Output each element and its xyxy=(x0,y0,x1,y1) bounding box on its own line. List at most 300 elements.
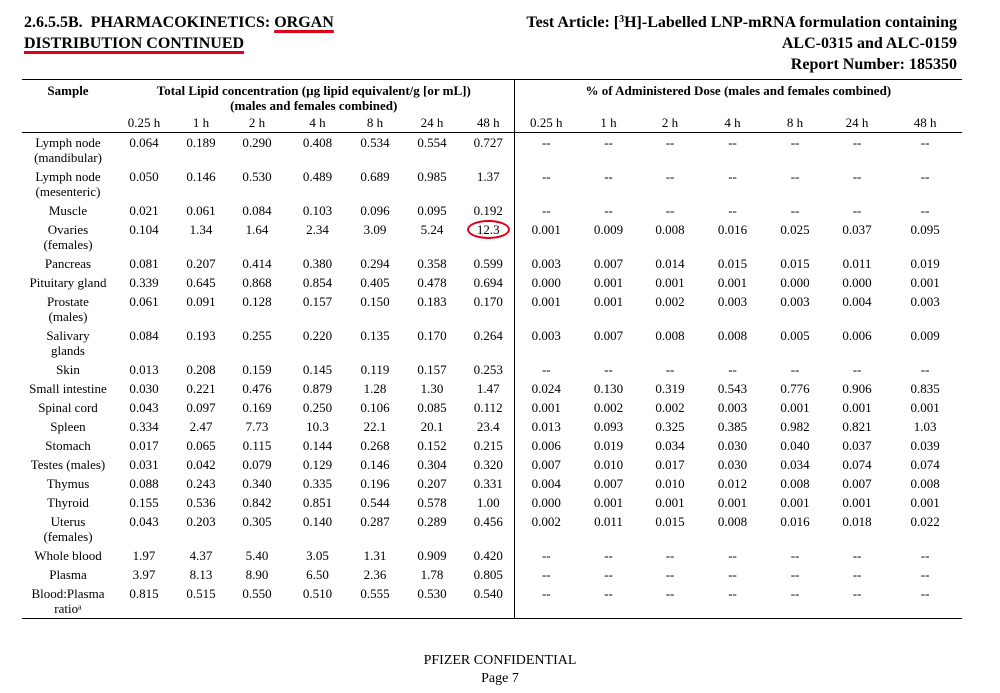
lipid-concentration-cell: 0.097 xyxy=(186,400,216,415)
dose-percent-cell: -- xyxy=(920,203,930,218)
dose-percent-cell: 0.095 xyxy=(910,222,940,237)
dose-percent-cell: -- xyxy=(790,548,800,563)
lipid-concentration-cell: 4.37 xyxy=(189,548,213,563)
lipid-concentration-cell: 0.290 xyxy=(242,135,272,150)
table-row xyxy=(22,273,962,292)
lipid-group-header: Total Lipid concentration (µg lipid equivalent/g [or mL]) (males and females combined) xyxy=(114,80,514,114)
dose-percent-cell: -- xyxy=(852,135,862,150)
lipid-concentration-cell: 0.340 xyxy=(242,476,272,491)
dose-percent-cell: -- xyxy=(514,584,578,619)
lipid-concentration-cell: 3.05 xyxy=(306,548,329,563)
dose-percent-cell: -- xyxy=(728,203,737,218)
dose-percent-cell: 0.001 xyxy=(514,292,578,326)
dose-percent-cell: 0.030 xyxy=(717,457,748,472)
dose-percent-cell: 0.000 xyxy=(514,273,578,292)
dose-percent-cell: 0.982 xyxy=(780,419,810,434)
section-heading xyxy=(24,12,444,54)
lipid-concentration-cell: 8.90 xyxy=(245,567,269,582)
dose-percent-cell: 0.906 xyxy=(842,381,872,396)
lipid-concentration-cell: 0.145 xyxy=(302,362,333,377)
table-row xyxy=(22,436,962,455)
section-title-underlined: ORGAN xyxy=(274,14,334,31)
lipid-concentration-cell: 0.220 xyxy=(302,328,333,343)
lipid-concentration-cell: 0.103 xyxy=(302,203,333,218)
sample-name: Blood:Plasma ratioᵃ xyxy=(22,584,114,619)
sample-name: Lymph node (mesenteric) xyxy=(35,169,101,199)
lipid-concentration-cell: 5.40 xyxy=(245,548,269,563)
table-row xyxy=(22,546,962,565)
lipid-concentration-cell: 3.09 xyxy=(363,222,387,237)
dose-percent-cell: 0.093 xyxy=(593,419,624,434)
dose-percent-cell: -- xyxy=(604,362,613,377)
dose-percent-cell: 0.011 xyxy=(594,514,623,529)
sample-name: Salivary glands xyxy=(46,328,90,358)
lipid-concentration-cell: 0.013 xyxy=(129,362,159,377)
sample-name: Small intestine xyxy=(29,381,107,396)
lipid-concentration-cell: 0.079 xyxy=(242,457,272,472)
lipid-concentration-cell: 0.478 xyxy=(417,275,447,290)
dose-percent-cell: -- xyxy=(790,203,800,218)
dose-percent-cell: 0.004 xyxy=(514,474,578,493)
lipid-concentration-cell: 0.081 xyxy=(129,256,159,271)
dose-percent-cell: 0.009 xyxy=(910,328,940,343)
dose-percent-cell: -- xyxy=(852,567,862,582)
dose-percent-cell: 0.001 xyxy=(842,495,872,510)
test-article-line2: ALC-0315 and ALC-0159 xyxy=(781,35,957,52)
table-row xyxy=(22,493,962,512)
dose-percent-cell: 0.001 xyxy=(593,495,624,510)
lipid-concentration-cell: 2.36 xyxy=(363,567,387,582)
lipid-concentration-cell: 0.196 xyxy=(360,476,390,491)
dose-percent-cell: 0.001 xyxy=(514,220,578,254)
lipid-concentration-cell: 0.476 xyxy=(242,381,272,396)
dose-percent-cell: 0.004 xyxy=(842,294,872,309)
confidential-label: PFIZER CONFIDENTIAL xyxy=(423,653,577,668)
lipid-time-header: 2 h xyxy=(228,113,286,133)
lipid-concentration-cell: 0.408 xyxy=(302,135,333,150)
lipid-concentration-cell: 0.909 xyxy=(417,548,447,563)
dose-percent-cell: 0.001 xyxy=(780,495,810,510)
dose-percent-cell: 0.003 xyxy=(780,294,810,309)
lipid-concentration-cell: 5.24 xyxy=(420,222,444,237)
dose-percent-cell: 0.001 xyxy=(842,400,872,415)
lipid-concentration-cell: 0.088 xyxy=(129,476,159,491)
dose-percent-cell: 0.008 xyxy=(655,222,685,237)
sample-name: Stomach xyxy=(45,438,91,453)
report-number: Report Number: 185350 xyxy=(790,56,957,73)
dose-time-header: 4 h xyxy=(701,113,764,133)
dose-percent-cell: 0.005 xyxy=(780,328,810,343)
lipid-concentration-cell: 0.043 xyxy=(129,514,159,529)
lipid-concentration-cell: 0.084 xyxy=(129,328,159,343)
dose-percent-cell: 0.074 xyxy=(910,457,940,472)
test-article-line1: Test Article: [$^3$H]-Labelled LNP-mRNA formulation containing xyxy=(526,14,957,31)
lipid-time-header: 1 h xyxy=(174,113,228,133)
dose-percent-cell: 0.019 xyxy=(593,438,624,453)
dose-percent-cell: 0.022 xyxy=(910,514,940,529)
lipid-concentration-cell: 0.530 xyxy=(401,584,463,619)
lipid-concentration-cell: 0.084 xyxy=(242,203,272,218)
dose-percent-cell: 0.034 xyxy=(780,457,810,472)
lipid-concentration-cell: 0.268 xyxy=(360,438,390,453)
lipid-concentration-cell: 0.339 xyxy=(129,275,159,290)
table-row xyxy=(22,379,962,398)
dose-percent-cell: -- xyxy=(701,584,764,619)
lipid-concentration-cell: 0.030 xyxy=(129,381,159,396)
lipid-concentration-cell: 0.530 xyxy=(242,169,272,184)
lipid-concentration-cell: 0.106 xyxy=(360,400,390,415)
lipid-concentration-cell: 0.334 xyxy=(129,419,159,434)
lipid-concentration-cell: 0.536 xyxy=(186,495,216,510)
dose-percent-cell: -- xyxy=(728,567,737,582)
lipid-concentration-cell: 0.021 xyxy=(129,203,159,218)
lipid-concentration-cell: 0.017 xyxy=(129,438,159,453)
dose-percent-cell: 0.002 xyxy=(593,400,624,415)
lipid-concentration-cell: 1.00 xyxy=(476,495,500,510)
lipid-concentration-cell: 0.842 xyxy=(242,495,272,510)
lipid-concentration-cell: 1.64 xyxy=(245,222,269,237)
lipid-concentration-cell: 0.152 xyxy=(417,438,447,453)
lipid-concentration-cell: 0.555 xyxy=(349,584,401,619)
test-article-heading xyxy=(437,12,957,75)
lipid-concentration-cell: 0.815 xyxy=(114,584,174,619)
lipid-concentration-cell: 0.727 xyxy=(473,135,503,150)
dose-time-header: 0.25 h xyxy=(514,113,578,133)
dose-percent-cell: 0.001 xyxy=(780,400,810,415)
table-row xyxy=(22,512,962,546)
dose-percent-cell: -- xyxy=(920,135,930,150)
dose-percent-cell: -- xyxy=(888,584,962,619)
table-row xyxy=(22,201,962,220)
dose-percent-cell: 0.016 xyxy=(780,514,810,529)
dose-percent-cell: -- xyxy=(578,584,639,619)
dose-percent-cell: 0.013 xyxy=(514,417,578,436)
dose-percent-cell: -- xyxy=(665,567,675,582)
dose-percent-cell: -- xyxy=(826,584,888,619)
lipid-concentration-cell: 0.169 xyxy=(242,400,272,415)
lipid-concentration-cell: 0.061 xyxy=(129,294,159,309)
lipid-concentration-cell: 1.30 xyxy=(420,381,444,396)
lipid-concentration-cell: 0.554 xyxy=(417,135,447,150)
dose-percent-cell: 0.000 xyxy=(780,275,810,290)
lipid-concentration-cell: 0.540 xyxy=(463,584,514,619)
dose-percent-cell: -- xyxy=(728,362,737,377)
lipid-concentration-cell: 0.146 xyxy=(186,169,216,184)
dose-percent-cell: -- xyxy=(514,167,578,201)
lipid-concentration-cell: 1.37 xyxy=(476,169,500,184)
dose-percent-cell: 0.000 xyxy=(514,493,578,512)
table-row xyxy=(22,584,962,619)
lipid-concentration-cell: 0.854 xyxy=(302,275,333,290)
dose-percent-cell: -- xyxy=(920,567,930,582)
lipid-concentration-cell: 0.550 xyxy=(228,584,286,619)
lipid-concentration-cell: 20.1 xyxy=(420,419,444,434)
lipid-concentration-cell: 0.805 xyxy=(473,567,503,582)
sample-name: Plasma xyxy=(49,567,87,582)
lipid-concentration-cell: 0.140 xyxy=(302,514,333,529)
lipid-concentration-cell: 0.189 xyxy=(186,135,216,150)
lipid-concentration-cell: 0.031 xyxy=(129,457,159,472)
dose-percent-cell: -- xyxy=(604,567,613,582)
lipid-concentration-cell: 0.250 xyxy=(302,400,333,415)
dose-percent-cell: 0.003 xyxy=(514,326,578,360)
lipid-concentration-cell: 0.170 xyxy=(473,294,503,309)
lipid-concentration-cell: 0.331 xyxy=(473,476,503,491)
dose-percent-cell: -- xyxy=(920,169,930,184)
lipid-concentration-cell xyxy=(463,220,514,254)
lipid-concentration-cell: 1.78 xyxy=(420,567,444,582)
dose-percent-cell: 0.003 xyxy=(717,400,748,415)
lipid-concentration-cell: 0.534 xyxy=(360,135,390,150)
dose-time-header: 1 h xyxy=(578,113,639,133)
lipid-concentration-cell: 0.255 xyxy=(242,328,272,343)
empty-header-cell xyxy=(22,113,114,133)
lipid-time-header: 4 h xyxy=(286,113,349,133)
table-row xyxy=(22,474,962,493)
dose-percent-cell: 0.017 xyxy=(655,457,685,472)
lipid-concentration-cell: 0.203 xyxy=(186,514,216,529)
lipid-concentration-cell: 0.096 xyxy=(360,203,390,218)
lipid-concentration-cell: 0.304 xyxy=(417,457,447,472)
dose-percent-cell: 0.006 xyxy=(842,328,872,343)
lipid-concentration-cell: 0.405 xyxy=(360,275,390,290)
dose-percent-cell: -- xyxy=(514,201,578,220)
lipid-concentration-cell: 0.115 xyxy=(242,438,272,453)
lipid-concentration-cell: 1.28 xyxy=(363,381,387,396)
dose-percent-cell: 1.03 xyxy=(913,419,937,434)
dose-percent-cell: -- xyxy=(790,135,800,150)
lipid-concentration-cell: 0.085 xyxy=(417,400,447,415)
lipid-concentration-cell: 0.335 xyxy=(302,476,333,491)
dose-percent-cell: 0.001 xyxy=(593,294,624,309)
dose-percent-cell: 0.019 xyxy=(910,256,940,271)
lipid-concentration-cell: 0.050 xyxy=(129,169,159,184)
lipid-concentration-cell: 0.135 xyxy=(360,328,390,343)
lipid-concentration-cell: 8.13 xyxy=(189,567,213,582)
dose-percent-cell: 0.015 xyxy=(717,256,748,271)
lipid-concentration-cell: 0.544 xyxy=(360,495,390,510)
lipid-concentration-cell: 0.489 xyxy=(302,169,333,184)
sample-name: Lymph node (mandibular) xyxy=(34,135,102,165)
lipid-concentration-cell: 1.34 xyxy=(189,222,213,237)
section-title-continued: DISTRIBUTION CONTINUED xyxy=(24,35,245,52)
lipid-concentration-cell: 2.47 xyxy=(189,419,213,434)
lipid-concentration-cell: 0.215 xyxy=(473,438,503,453)
dose-percent-cell: 0.012 xyxy=(717,476,748,491)
lipid-concentration-cell: 0.144 xyxy=(302,438,333,453)
lipid-concentration-cell: 0.064 xyxy=(129,135,159,150)
dose-percent-cell: -- xyxy=(728,169,737,184)
dose-percent-cell: -- xyxy=(604,135,613,150)
dose-percent-cell: 0.776 xyxy=(780,381,810,396)
dose-percent-cell: -- xyxy=(790,169,800,184)
lipid-concentration-cell: 0.208 xyxy=(186,362,216,377)
dose-percent-cell: 0.007 xyxy=(514,455,578,474)
table-row xyxy=(22,220,962,254)
lipid-concentration-cell: 0.689 xyxy=(360,169,390,184)
dose-percent-cell: -- xyxy=(920,362,930,377)
dose-percent-cell: 0.040 xyxy=(780,438,810,453)
dose-percent-cell: 0.319 xyxy=(655,381,685,396)
sample-name: Skin xyxy=(56,362,80,377)
sample-name: Testes (males) xyxy=(30,457,106,472)
sample-name: Muscle xyxy=(48,203,88,218)
lipid-concentration-cell: 0.061 xyxy=(186,203,216,218)
dose-percent-cell: -- xyxy=(852,362,862,377)
lipid-concentration-cell: 0.192 xyxy=(473,203,503,218)
dose-percent-cell: 0.001 xyxy=(910,400,940,415)
dose-percent-cell: 0.002 xyxy=(514,512,578,546)
table-row xyxy=(22,133,962,168)
lipid-concentration-cell: 10.3 xyxy=(306,419,329,434)
lipid-concentration-cell: 23.4 xyxy=(476,419,500,434)
lipid-concentration-cell: 0.253 xyxy=(473,362,503,377)
lipid-concentration-cell: 1.97 xyxy=(132,548,156,563)
dose-percent-cell: 0.001 xyxy=(655,495,685,510)
dose-percent-cell: -- xyxy=(514,565,578,584)
lipid-time-header: 8 h xyxy=(349,113,401,133)
dose-percent-cell: 0.821 xyxy=(842,419,872,434)
lipid-concentration-cell: 0.091 xyxy=(186,294,216,309)
page-footer xyxy=(0,652,1000,688)
lipid-concentration-cell: 0.358 xyxy=(417,256,447,271)
dose-time-header: 24 h xyxy=(826,113,888,133)
dose-percent-cell: 0.008 xyxy=(910,476,940,491)
dose-percent-cell: 0.016 xyxy=(717,222,748,237)
dose-percent-cell: 0.003 xyxy=(717,294,748,309)
dose-percent-cell: 0.001 xyxy=(910,275,940,290)
lipid-time-header: 24 h xyxy=(401,113,463,133)
lipid-concentration-cell: 0.146 xyxy=(360,457,390,472)
sample-name: Pancreas xyxy=(44,256,92,271)
dose-percent-cell: 0.024 xyxy=(514,379,578,398)
lipid-concentration-cell: 0.694 xyxy=(473,275,503,290)
lipid-concentration-cell: 0.043 xyxy=(129,400,159,415)
dose-percent-cell: 0.000 xyxy=(842,275,872,290)
table-row xyxy=(22,167,962,201)
lipid-concentration-cell: 0.510 xyxy=(286,584,349,619)
lipid-concentration-cell: 1.47 xyxy=(476,381,500,396)
dose-percent-cell: 0.001 xyxy=(717,275,748,290)
lipid-concentration-cell: 22.1 xyxy=(363,419,387,434)
lipid-concentration-cell: 7.73 xyxy=(245,419,269,434)
dose-percent-cell: 0.007 xyxy=(593,256,624,271)
lipid-concentration-cell: 0.851 xyxy=(302,495,333,510)
organ-distribution-table xyxy=(22,79,962,619)
dose-percent-cell: -- xyxy=(790,362,800,377)
lipid-concentration-cell: 0.159 xyxy=(242,362,272,377)
table-row xyxy=(22,455,962,474)
dose-percent-cell: -- xyxy=(852,203,862,218)
dose-percent-cell: 0.003 xyxy=(514,254,578,273)
table-row xyxy=(22,254,962,273)
lipid-concentration-cell: 0.578 xyxy=(417,495,447,510)
lipid-concentration-cell: 0.129 xyxy=(302,457,333,472)
dose-percent-cell: 0.001 xyxy=(655,275,685,290)
sample-column-header: Sample xyxy=(22,80,114,114)
section-number: 2.6.5.5B. xyxy=(24,14,83,31)
dose-percent-cell: -- xyxy=(728,548,737,563)
dose-percent-cell: 0.011 xyxy=(842,256,872,271)
dose-percent-cell: 0.010 xyxy=(593,457,624,472)
dose-percent-cell: -- xyxy=(514,133,578,168)
dose-percent-cell: 0.030 xyxy=(717,438,748,453)
dose-percent-cell: 0.008 xyxy=(655,328,685,343)
lipid-concentration-cell: 0.112 xyxy=(473,400,503,415)
lipid-concentration-cell: 0.207 xyxy=(417,476,447,491)
dose-percent-cell: -- xyxy=(665,169,675,184)
lipid-concentration-cell: 0.119 xyxy=(360,362,390,377)
dose-percent-cell: 0.009 xyxy=(593,222,624,237)
lipid-concentration-cell: 0.128 xyxy=(242,294,272,309)
dose-percent-cell: 0.025 xyxy=(780,222,810,237)
lipid-concentration-cell: 0.042 xyxy=(186,457,216,472)
lipid-concentration-cell: 0.289 xyxy=(417,514,447,529)
lipid-concentration-cell: 0.456 xyxy=(473,514,503,529)
lipid-time-header: 0.25 h xyxy=(114,113,174,133)
table-row xyxy=(22,360,962,379)
lipid-concentration-cell: 0.645 xyxy=(186,275,216,290)
lipid-concentration-cell: 0.104 xyxy=(129,222,159,237)
sample-name: Prostate (males) xyxy=(47,294,89,324)
dose-percent-cell: 0.015 xyxy=(780,256,810,271)
lipid-concentration-cell: 0.287 xyxy=(360,514,390,529)
dose-percent-cell: 0.002 xyxy=(655,400,685,415)
dose-percent-cell: 0.018 xyxy=(842,514,872,529)
dose-percent-cell: 0.037 xyxy=(842,438,872,453)
dose-percent-cell: 0.001 xyxy=(717,495,748,510)
dose-time-header: 2 h xyxy=(639,113,701,133)
sample-name: Uterus (females) xyxy=(43,514,93,544)
dose-percent-cell: 0.074 xyxy=(842,457,872,472)
lipid-concentration-cell: 0.183 xyxy=(417,294,447,309)
dose-percent-cell: -- xyxy=(790,567,800,582)
sample-name: Spleen xyxy=(50,419,86,434)
circled-value: 12.3 xyxy=(467,220,510,239)
lipid-concentration-cell: 0.095 xyxy=(417,203,447,218)
sample-name: Thyroid xyxy=(47,495,89,510)
lipid-concentration-cell: 3.97 xyxy=(132,567,156,582)
dose-percent-cell: 0.034 xyxy=(655,438,685,453)
dose-percent-cell: 0.039 xyxy=(910,438,940,453)
lipid-concentration-cell: 0.150 xyxy=(360,294,390,309)
dose-percent-cell: -- xyxy=(665,362,675,377)
dose-percent-cell: -- xyxy=(852,548,862,563)
dose-percent-cell: 0.325 xyxy=(655,419,685,434)
dose-percent-cell: 0.008 xyxy=(780,476,810,491)
lipid-time-header: 48 h xyxy=(463,113,514,133)
table-row xyxy=(22,326,962,360)
dose-percent-cell: 0.543 xyxy=(717,381,748,396)
sample-name: Ovaries (females) xyxy=(43,222,93,252)
dose-percent-cell: 0.008 xyxy=(717,328,748,343)
dose-percent-cell: -- xyxy=(604,203,613,218)
lipid-concentration-cell: 0.155 xyxy=(129,495,159,510)
dose-percent-cell: -- xyxy=(639,584,701,619)
table-row xyxy=(22,292,962,326)
dose-percent-cell: -- xyxy=(665,135,675,150)
dose-percent-cell: 0.002 xyxy=(655,294,685,309)
lipid-concentration-cell: 0.879 xyxy=(302,381,333,396)
sample-name: Thymus xyxy=(46,476,90,491)
table-row xyxy=(22,565,962,584)
timepoint-header-row xyxy=(22,113,962,133)
lipid-concentration-cell: 0.221 xyxy=(186,381,216,396)
lipid-concentration-cell: 0.414 xyxy=(242,256,272,271)
lipid-concentration-cell: 0.170 xyxy=(417,328,447,343)
dose-percent-cell: -- xyxy=(665,203,675,218)
lipid-concentration-cell: 0.320 xyxy=(473,457,503,472)
